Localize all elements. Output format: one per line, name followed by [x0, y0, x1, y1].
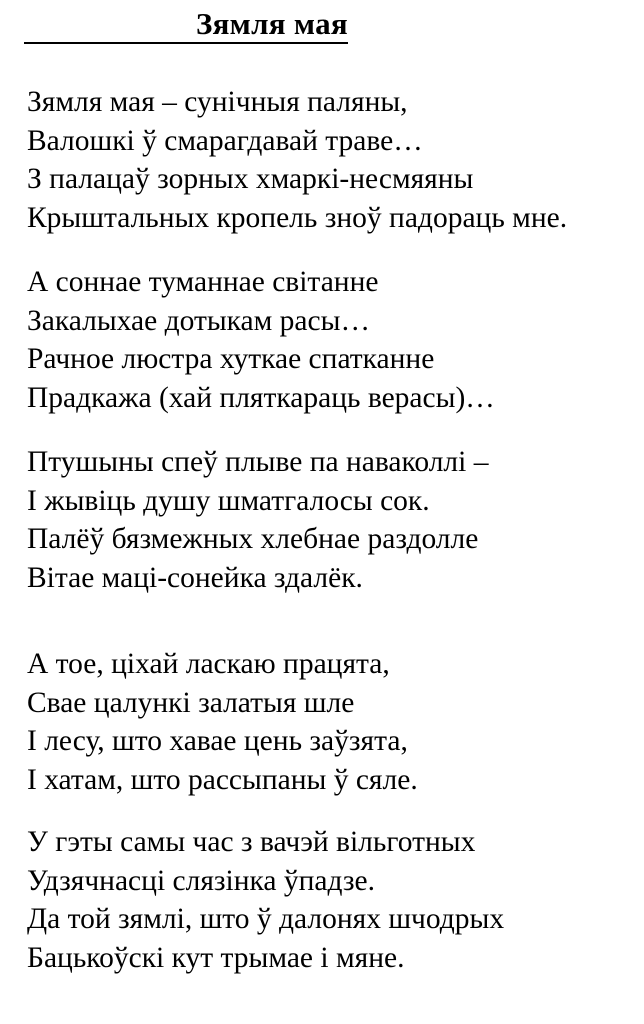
poem-line: Палёў бязмежных хлебнае раздолле [27, 523, 479, 556]
poem-line: Бацькоўскі кут трымае і мяне. [27, 942, 405, 975]
poem-line: І жывіць душу шматгалосы сок. [27, 484, 430, 517]
poem-line: Да той зямлі, што ў далонях шчодрых [27, 903, 505, 936]
poem-line: Рачное люстра хуткае спатканне [27, 343, 435, 376]
poem-line: Удзячнасці слязінка ўпадзе. [27, 864, 376, 897]
poem-line: Закалыхае дотыкам расы… [27, 304, 370, 337]
poem-line: Валошкі ў смарагдавай траве… [27, 124, 423, 157]
poem-line: З палацаў зорных хмаркі-несмяяны [27, 163, 474, 196]
stanza-5 [27, 823, 637, 978]
stanza-1 [27, 83, 637, 238]
poem-title [24, 4, 348, 44]
poem-line: Прадкажа (хай пляткараць верасы)… [27, 382, 495, 415]
poem-title-text: Зямля мая [195, 6, 348, 41]
stanza-3 [27, 443, 637, 598]
stanza-2 [27, 263, 637, 418]
poem-line: І лесу, што хавае цень заўзята, [27, 725, 408, 758]
poem-line: Свае цалункі залатыя шле [27, 686, 355, 719]
poem-line: А соннае туманнае світанне [27, 266, 379, 298]
poem-line: Зямля мая – сунічныя паляны, [27, 86, 408, 118]
poem-line: Крыштальных кропель зноў падораць мне. [27, 202, 568, 235]
poem-line: У гэты самы час з вачэй вільготных [27, 826, 476, 858]
poem-line: А тое, ціхай ласкаю працята, [27, 648, 390, 680]
poem-line: І хатам, што рассыпаны ў сяле. [27, 764, 418, 797]
stanza-4 [27, 645, 637, 800]
poem-line: Вітае маці-сонейка здалёк. [27, 562, 363, 595]
poem-line: Птушыны спеў плыве па наваколлі – [27, 446, 489, 478]
